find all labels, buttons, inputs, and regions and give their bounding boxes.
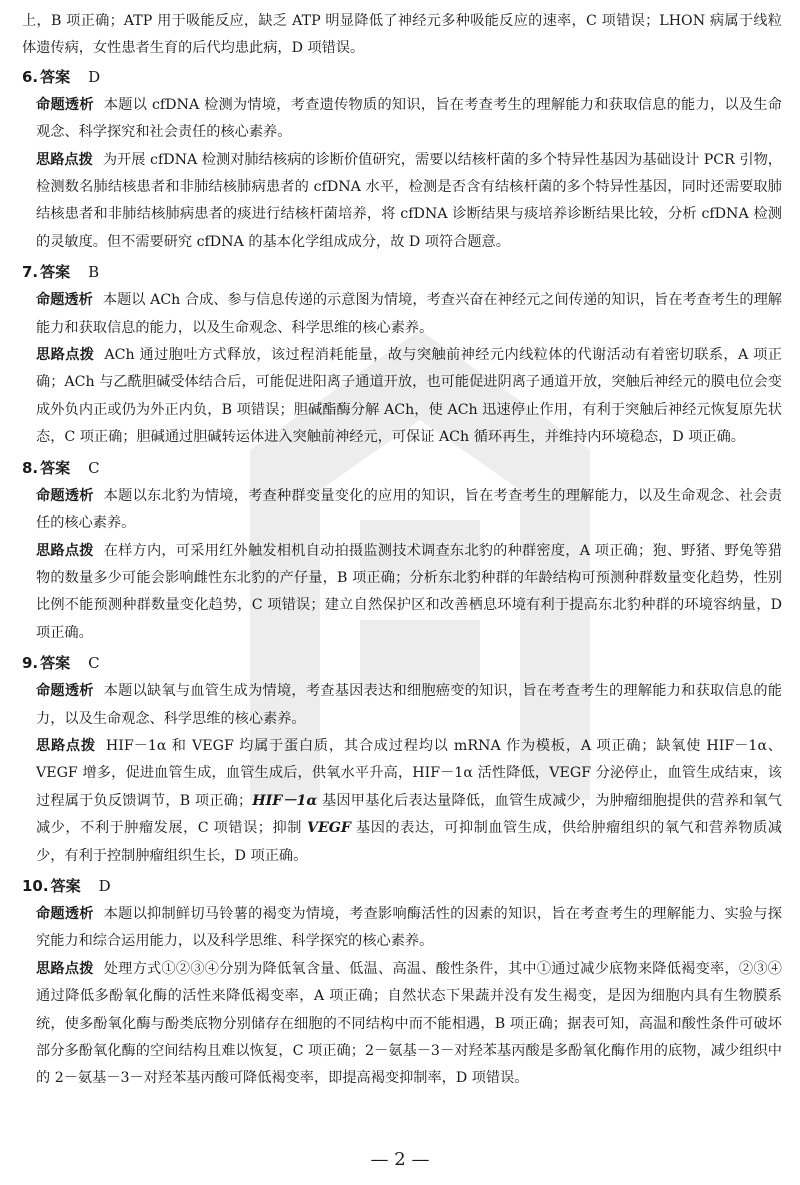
answer-label: 答案	[50, 876, 81, 895]
question-6	[22, 63, 782, 256]
answer-value: C	[88, 654, 100, 673]
hint-label: 思路点拨	[36, 542, 94, 559]
analysis-label: 命题透析	[36, 487, 94, 504]
hint-text-part: HIF－1α 和 VEGF 均属于蛋白质，其合成过程均以 mRNA 作为模板，A 项正确；缺氧使 HIF－1α、VEGF 增多，促进血管生成，血管生成后，供氧水平升高，HIF－1α 活性降低，VEGF 分泌停止，血管生成结束，该过程属于负反馈调节，B 项正确；	[36, 737, 782, 809]
analysis-text: 本题以抑制鲜切马铃薯的褐变为情境，考查影响酶活性的因素的知识，旨在考查考生的理解能力、实验与探究能力和综合运用能力，以及科学思维、科学探究的核心素养。	[36, 905, 782, 950]
hint-label: 思路点拨	[36, 960, 94, 977]
answer-label: 答案	[40, 654, 71, 673]
hint-text: 在样方内，可采用红外触发相机自动拍摄监测技术调查东北豹的种群密度，A 项正确；狍、野猪、野兔等猎物的数量多少可能会影响雌性东北豹的产仔量，B 项正确；分析东北豹种群的年龄结构可预测种群数量变化趋势，性别比例不能预测种群数量变化趋势，C 项错误；建立自然保护区和改善栖息环境有利于提高东北豹种群的环境容纳量，D 项正确。	[36, 542, 782, 641]
hint-text: 为开展 cfDNA 检测对肺结核病的诊断价值研究，需要以结核杆菌的多个特异性基因为基础设计 PCR 引物，检测数名肺结核患者和非肺结核肺病患者的 cfDNA 水平，检测是否含有结核杆菌的多个特异性基因，同时还需要取肺结核患者和非肺结核肺病患者的痰进行结核杆菌培养，将 cfDNA 诊断结果与痰培养诊断结果比较，分析 cfDNA 检测的灵敏度。但不需要研究 cfDNA 的基本化学组成成分，故 D 项符合题意。	[36, 151, 782, 250]
analysis-label: 命题透析	[36, 683, 94, 700]
analysis-text: 本题以 cfDNA 检测为情境，考查遗传物质的知识，旨在考查考生的理解能力和获取信息的能力，以及生命观念、科学探究和社会责任的核心素养。	[36, 96, 782, 141]
analysis-label: 命题透析	[36, 96, 94, 113]
analysis-label: 命题透析	[36, 905, 94, 922]
page-number: — 2 —	[370, 1149, 430, 1170]
analysis-label: 命题透析	[36, 292, 93, 309]
hint-paragraph	[22, 538, 782, 648]
question-number: 6.	[22, 67, 39, 86]
question-10	[22, 872, 782, 1093]
hint-paragraph	[22, 147, 782, 257]
hint-paragraph	[22, 733, 782, 870]
analysis-paragraph	[22, 901, 782, 956]
top-paragraph: 上，B 项正确；ATP 用于吸能反应，缺乏 ATP 明显降低了神经元多种吸能反应的速率，C 项错误；LHON 病属于线粒体遗传病，女性患者生育的后代均患此病，D 项错误。	[22, 13, 782, 57]
question-7	[22, 258, 782, 451]
gene-name-hif: HIF－1α	[252, 792, 318, 809]
analysis-paragraph	[22, 483, 782, 538]
question-10-header	[22, 872, 782, 901]
answer-value: C	[88, 458, 100, 477]
question-number: 9.	[22, 654, 39, 673]
gene-name-vegf: VEGF	[306, 820, 351, 837]
analysis-text: 本题以 ACh 合成、参与信息传递的示意图为情境，考查兴奋在神经元之间传递的知识，旨在考查考生的理解能力和获取信息的能力，以及生命观念、科学思维的核心素养。	[36, 292, 782, 336]
answer-label: 答案	[40, 458, 71, 477]
question-8-header	[22, 454, 782, 483]
hint-label: 思路点拨	[36, 347, 95, 364]
analysis-paragraph	[22, 92, 782, 147]
answer-value: D	[88, 67, 101, 86]
hint-text: 处理方式①②③④分别为降低氧含量、低温、高温、酸性条件，其中①通过减少底物来降低褐变率，②③④通过降低多酚氧化酶的活性来降低褐变率，A 项正确；自然状态下果蔬并没有发生褐变，是因为细胞内具有生物膜系统，使多酚氧化酶与酚类底物分别储存在细胞的不同结构中而不能相遇，B 项正确；据表可知，高温和酸性条件可破坏部分多酚氧化酶的空间结构且难以恢复，C 项正确；2－氨基－3－对羟苯基丙酸是多酚氧化酶作用的底物，减少组织中的 2－氨基－3－对羟苯基丙酸可降低褐变率，即提高褐变抑制率，D 项错误。	[36, 960, 782, 1087]
question-6-header	[22, 63, 782, 92]
answer-label: 答案	[40, 263, 71, 282]
question-number: 8.	[22, 458, 39, 477]
hint-label: 思路点拨	[36, 737, 96, 754]
question-number: 7.	[22, 263, 39, 282]
answer-value: B	[88, 263, 100, 282]
question-9-header	[22, 649, 782, 678]
analysis-text: 本题以东北豹为情境，考查种群变量变化的应用的知识，旨在考查考生的理解能力，以及生命观念、社会责任的核心素养。	[36, 487, 782, 532]
hint-text-part: 基因的表达，可抑制血管生成，供给肿瘤组织的氧气和营养物质减少，有利于控制肿瘤组织生长，D 项正确。	[36, 820, 782, 864]
hint-text: ACh 通过胞吐方式释放，该过程消耗能量，故与突触前神经元内线粒体的代谢活动有着密切联系，A 项正确；ACh 与乙酰胆碱受体结合后，可能促进阳离子通道开放，也可能促进阴离子通道开放，突触后神经元的膜电位会变成外负内正或仍为外正内负，B 项错误；胆碱酯酶分解 ACh，使 ACh 迅速停止作用，有利于突触后神经元恢复原先状态，C 项正确；胆碱通过胆碱转运体进入突触前神经元，可保证 ACh 循环再生，并维持内环境稳态，D 项正确。	[36, 347, 782, 446]
question-9	[22, 649, 782, 870]
answer-value: D	[98, 876, 111, 895]
hint-label: 思路点拨	[36, 151, 93, 168]
hint-paragraph	[22, 342, 782, 452]
question-7-header	[22, 258, 782, 287]
analysis-paragraph	[22, 287, 782, 342]
question-8	[22, 454, 782, 647]
answer-content	[22, 8, 782, 1095]
answer-label: 答案	[40, 67, 71, 86]
question-number: 10.	[22, 876, 49, 895]
analysis-text: 本题以缺氧与血管生成为情境，考查基因表达和细胞癌变的知识，旨在考查考生的理解能力和获取信息的能力，以及生命观念、科学思维的核心素养。	[36, 683, 782, 727]
hint-text-part: 基因甲基化后表达量降低，血管生成减少，为肿瘤细胞提供的营养和氧气减少，不利于肿瘤发展，C 项错误；抑制	[36, 792, 782, 837]
analysis-paragraph	[22, 678, 782, 733]
hint-paragraph	[22, 956, 782, 1093]
